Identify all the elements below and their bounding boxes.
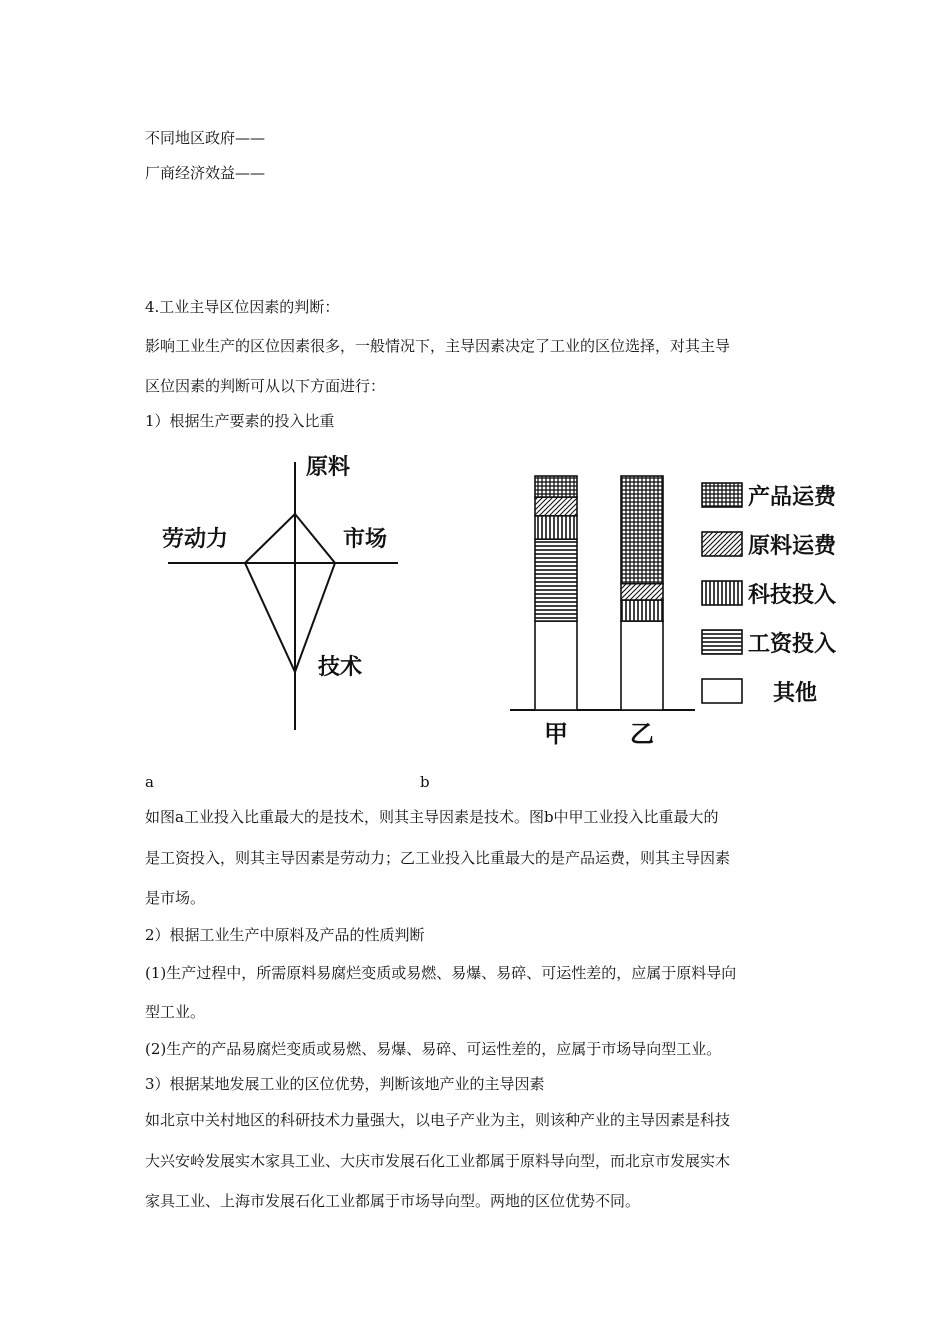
legend-label-0: 产品运费 xyxy=(748,485,837,510)
legend-label-4: 其他 xyxy=(773,681,818,706)
legend-label-2: 科技投入 xyxy=(748,583,837,608)
figure-a-diagram xyxy=(160,452,420,742)
legend-swatch-1 xyxy=(702,532,742,556)
bar-segment-0-1 xyxy=(535,539,577,621)
category-label-1: 乙 xyxy=(630,720,654,748)
label-technology: 技术 xyxy=(318,655,363,680)
legend-swatch-2 xyxy=(702,581,742,605)
text-line-7: 是市场。 xyxy=(145,889,206,907)
bar-segment-0-0 xyxy=(535,621,577,710)
text-line-2: 厂商经济效益—— xyxy=(145,164,266,182)
text-line-12: 大兴安岭发展实木家具工业、大庆市发展石化工业都属于原料导向型，而北京市发展实木 xyxy=(145,1152,731,1170)
label-raw-material: 原料 xyxy=(306,455,351,480)
legend-label-1: 原料运费 xyxy=(748,534,837,559)
legend-label-3: 工资投入 xyxy=(748,632,837,657)
label-market: 市场 xyxy=(343,527,388,552)
text-line-10: (2)生产的产品易腐烂变质或易燃、易爆、易碎、可运性差的，应属于市场导向型工业。 xyxy=(145,1040,722,1058)
kite-shape xyxy=(245,514,335,672)
text-line-11: 如北京中关村地区的科研技术力量强大，以电子产业为主，则该种产业的主导因素是科技 xyxy=(145,1111,731,1129)
legend-swatch-4 xyxy=(702,679,742,703)
text-line-9: 型工业。 xyxy=(145,1003,206,1021)
subheading-3: 3）根据某地发展工业的区位优势，判断该地产业的主导因素 xyxy=(145,1075,545,1093)
figure-b-chart xyxy=(505,465,865,765)
bar-segment-0-4 xyxy=(535,476,577,497)
figure-a-caption: a xyxy=(145,773,154,791)
text-line-8: (1)生产过程中，所需原料易腐烂变质或易燃、易爆、易碎、可运性差的，应属于原料导向 xyxy=(145,964,737,982)
bar-segment-1-2 xyxy=(621,600,663,621)
bar-segment-0-2 xyxy=(535,516,577,539)
bar-segment-1-0 xyxy=(621,621,663,710)
legend-swatch-3 xyxy=(702,630,742,654)
text-line-3: 影响工业生产的区位因素很多，一般情况下，主导因素决定了工业的区位选择，对其主导 xyxy=(145,337,731,355)
text-line-4: 区位因素的判断可从以下方面进行： xyxy=(145,377,386,395)
figure-b-caption: b xyxy=(420,773,430,791)
text-line-1: 不同地区政府—— xyxy=(145,129,266,147)
label-labor: 劳动力 xyxy=(162,527,229,552)
bar-segment-1-3 xyxy=(621,584,663,600)
subheading-2: 2）根据工业生产中原料及产品的性质判断 xyxy=(145,926,425,944)
subheading-1: 1）根据生产要素的投入比重 xyxy=(145,412,335,430)
text-line-6: 是工资投入，则其主导因素是劳动力；乙工业投入比重最大的是产品运费，则其主导因素 xyxy=(145,849,731,867)
bar-segment-1-4 xyxy=(621,476,663,584)
category-label-0: 甲 xyxy=(544,720,568,748)
text-line-5: 如图a工业投入比重最大的是技术，则其主导因素是技术。图b中甲工业投入比重最大的 xyxy=(145,808,719,826)
bar-segment-0-3 xyxy=(535,497,577,516)
section-heading: 4.工业主导区位因素的判断： xyxy=(145,298,340,316)
text-line-13: 家具工业、上海市发展石化工业都属于市场导向型。两地的区位优势不同。 xyxy=(145,1192,641,1210)
legend-swatch-0 xyxy=(702,483,742,507)
